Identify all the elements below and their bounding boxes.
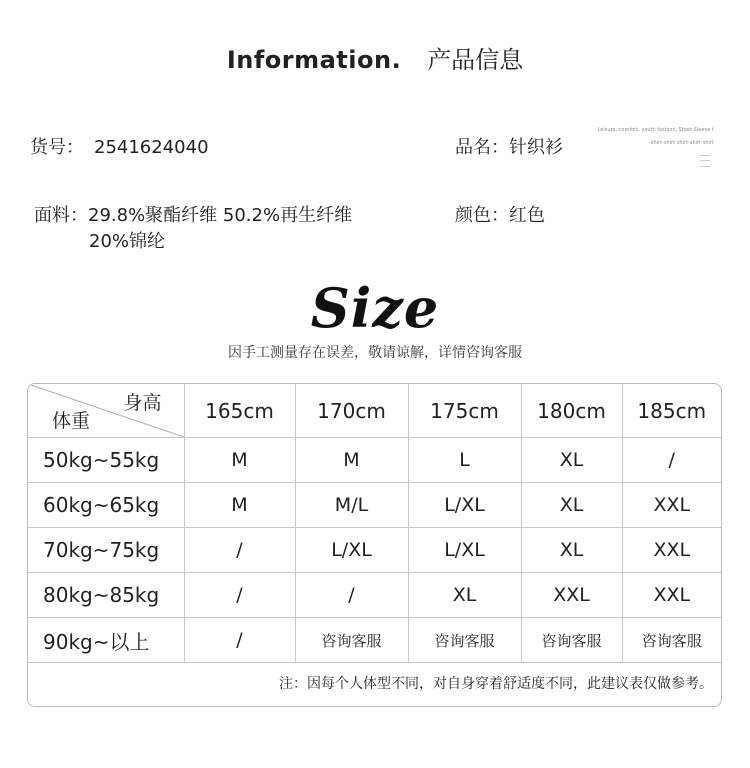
- size-cell: XL: [408, 573, 521, 618]
- height-header: 175cm: [408, 384, 521, 438]
- fabric-value-line1: 29.8%聚酯纤维 50.2%再生纤维: [88, 205, 353, 226]
- color-label: 颜色：: [455, 205, 509, 226]
- size-cell: M: [295, 438, 408, 483]
- tagline: [584, 124, 714, 150]
- table-row: [28, 483, 721, 528]
- measurement-note: 因手工测量存在误差，敬请谅解，详情咨询客服: [228, 345, 522, 361]
- product-name-value: 针织衫: [509, 137, 563, 158]
- size-cell: XXL: [622, 483, 721, 528]
- product-name-label: 品名：: [455, 137, 509, 158]
- size-cell: /: [184, 618, 295, 663]
- size-cell: 咨询客服: [408, 618, 521, 663]
- weight-label: 50kg~55kg: [28, 438, 184, 483]
- weight-label: 60kg~65kg: [28, 483, 184, 528]
- weight-label: 70kg~75kg: [28, 528, 184, 573]
- item-number: [30, 135, 209, 161]
- height-header: 180cm: [521, 384, 622, 438]
- item-number-value: 2541624040: [94, 137, 209, 158]
- size-cell: XXL: [521, 573, 622, 618]
- table-row: [28, 528, 721, 573]
- size-cell: /: [184, 573, 295, 618]
- page-title: [0, 40, 750, 75]
- fabric: [34, 203, 352, 229]
- corner-height-label: 身高: [123, 392, 162, 414]
- table-corner: [28, 384, 184, 438]
- tagline-line2: -shirt-shirt-shirt-shirt-shirt: [649, 140, 714, 146]
- size-cell: /: [184, 528, 295, 573]
- table-row: [28, 618, 721, 663]
- size-cell: L/XL: [408, 528, 521, 573]
- size-cell: /: [622, 438, 721, 483]
- table-row: [28, 438, 721, 483]
- table-row: [28, 573, 721, 618]
- color-value: 红色: [509, 205, 545, 226]
- size-cell: L/XL: [408, 483, 521, 528]
- size-cell: L: [408, 438, 521, 483]
- title-en: Information.: [226, 46, 402, 74]
- height-header: 170cm: [295, 384, 408, 438]
- height-header: 165cm: [184, 384, 295, 438]
- corner-weight-label: 体重: [52, 410, 91, 432]
- size-cell: 咨询客服: [295, 618, 408, 663]
- size-cell: XXL: [622, 573, 721, 618]
- size-cell: XL: [521, 528, 622, 573]
- weight-label: 90kg~以上: [28, 618, 184, 663]
- size-cell: XL: [521, 483, 622, 528]
- title-zh: 产品信息: [427, 46, 524, 74]
- size-cell: L/XL: [295, 528, 408, 573]
- size-table: [27, 383, 722, 707]
- item-number-label: 货号：: [30, 137, 84, 158]
- size-cell: 咨询客服: [622, 618, 721, 663]
- color: [455, 203, 545, 229]
- product-name: [455, 135, 563, 161]
- tagline-line1: Leisure, comfort, youth fashion, Short Sleeve t: [597, 127, 714, 133]
- size-cell: 咨询客服: [521, 618, 622, 663]
- height-header: 185cm: [622, 384, 721, 438]
- weight-label: 80kg~85kg: [28, 573, 184, 618]
- size-cell: XL: [521, 438, 622, 483]
- size-cell: XXL: [622, 528, 721, 573]
- table-footnote: 注：因每个人体型不同，对自身穿着舒适度不同，此建议表仅做参考。: [279, 676, 713, 692]
- size-cell: M: [184, 483, 295, 528]
- size-logo: Size: [310, 276, 440, 340]
- table-header-row: [28, 384, 721, 438]
- size-cell: /: [295, 573, 408, 618]
- list-icon: [700, 155, 710, 167]
- size-cell: M: [184, 438, 295, 483]
- fabric-label: 面料：: [34, 205, 88, 226]
- size-cell: M/L: [295, 483, 408, 528]
- fabric-value-line2: 20%锦纶: [89, 231, 166, 252]
